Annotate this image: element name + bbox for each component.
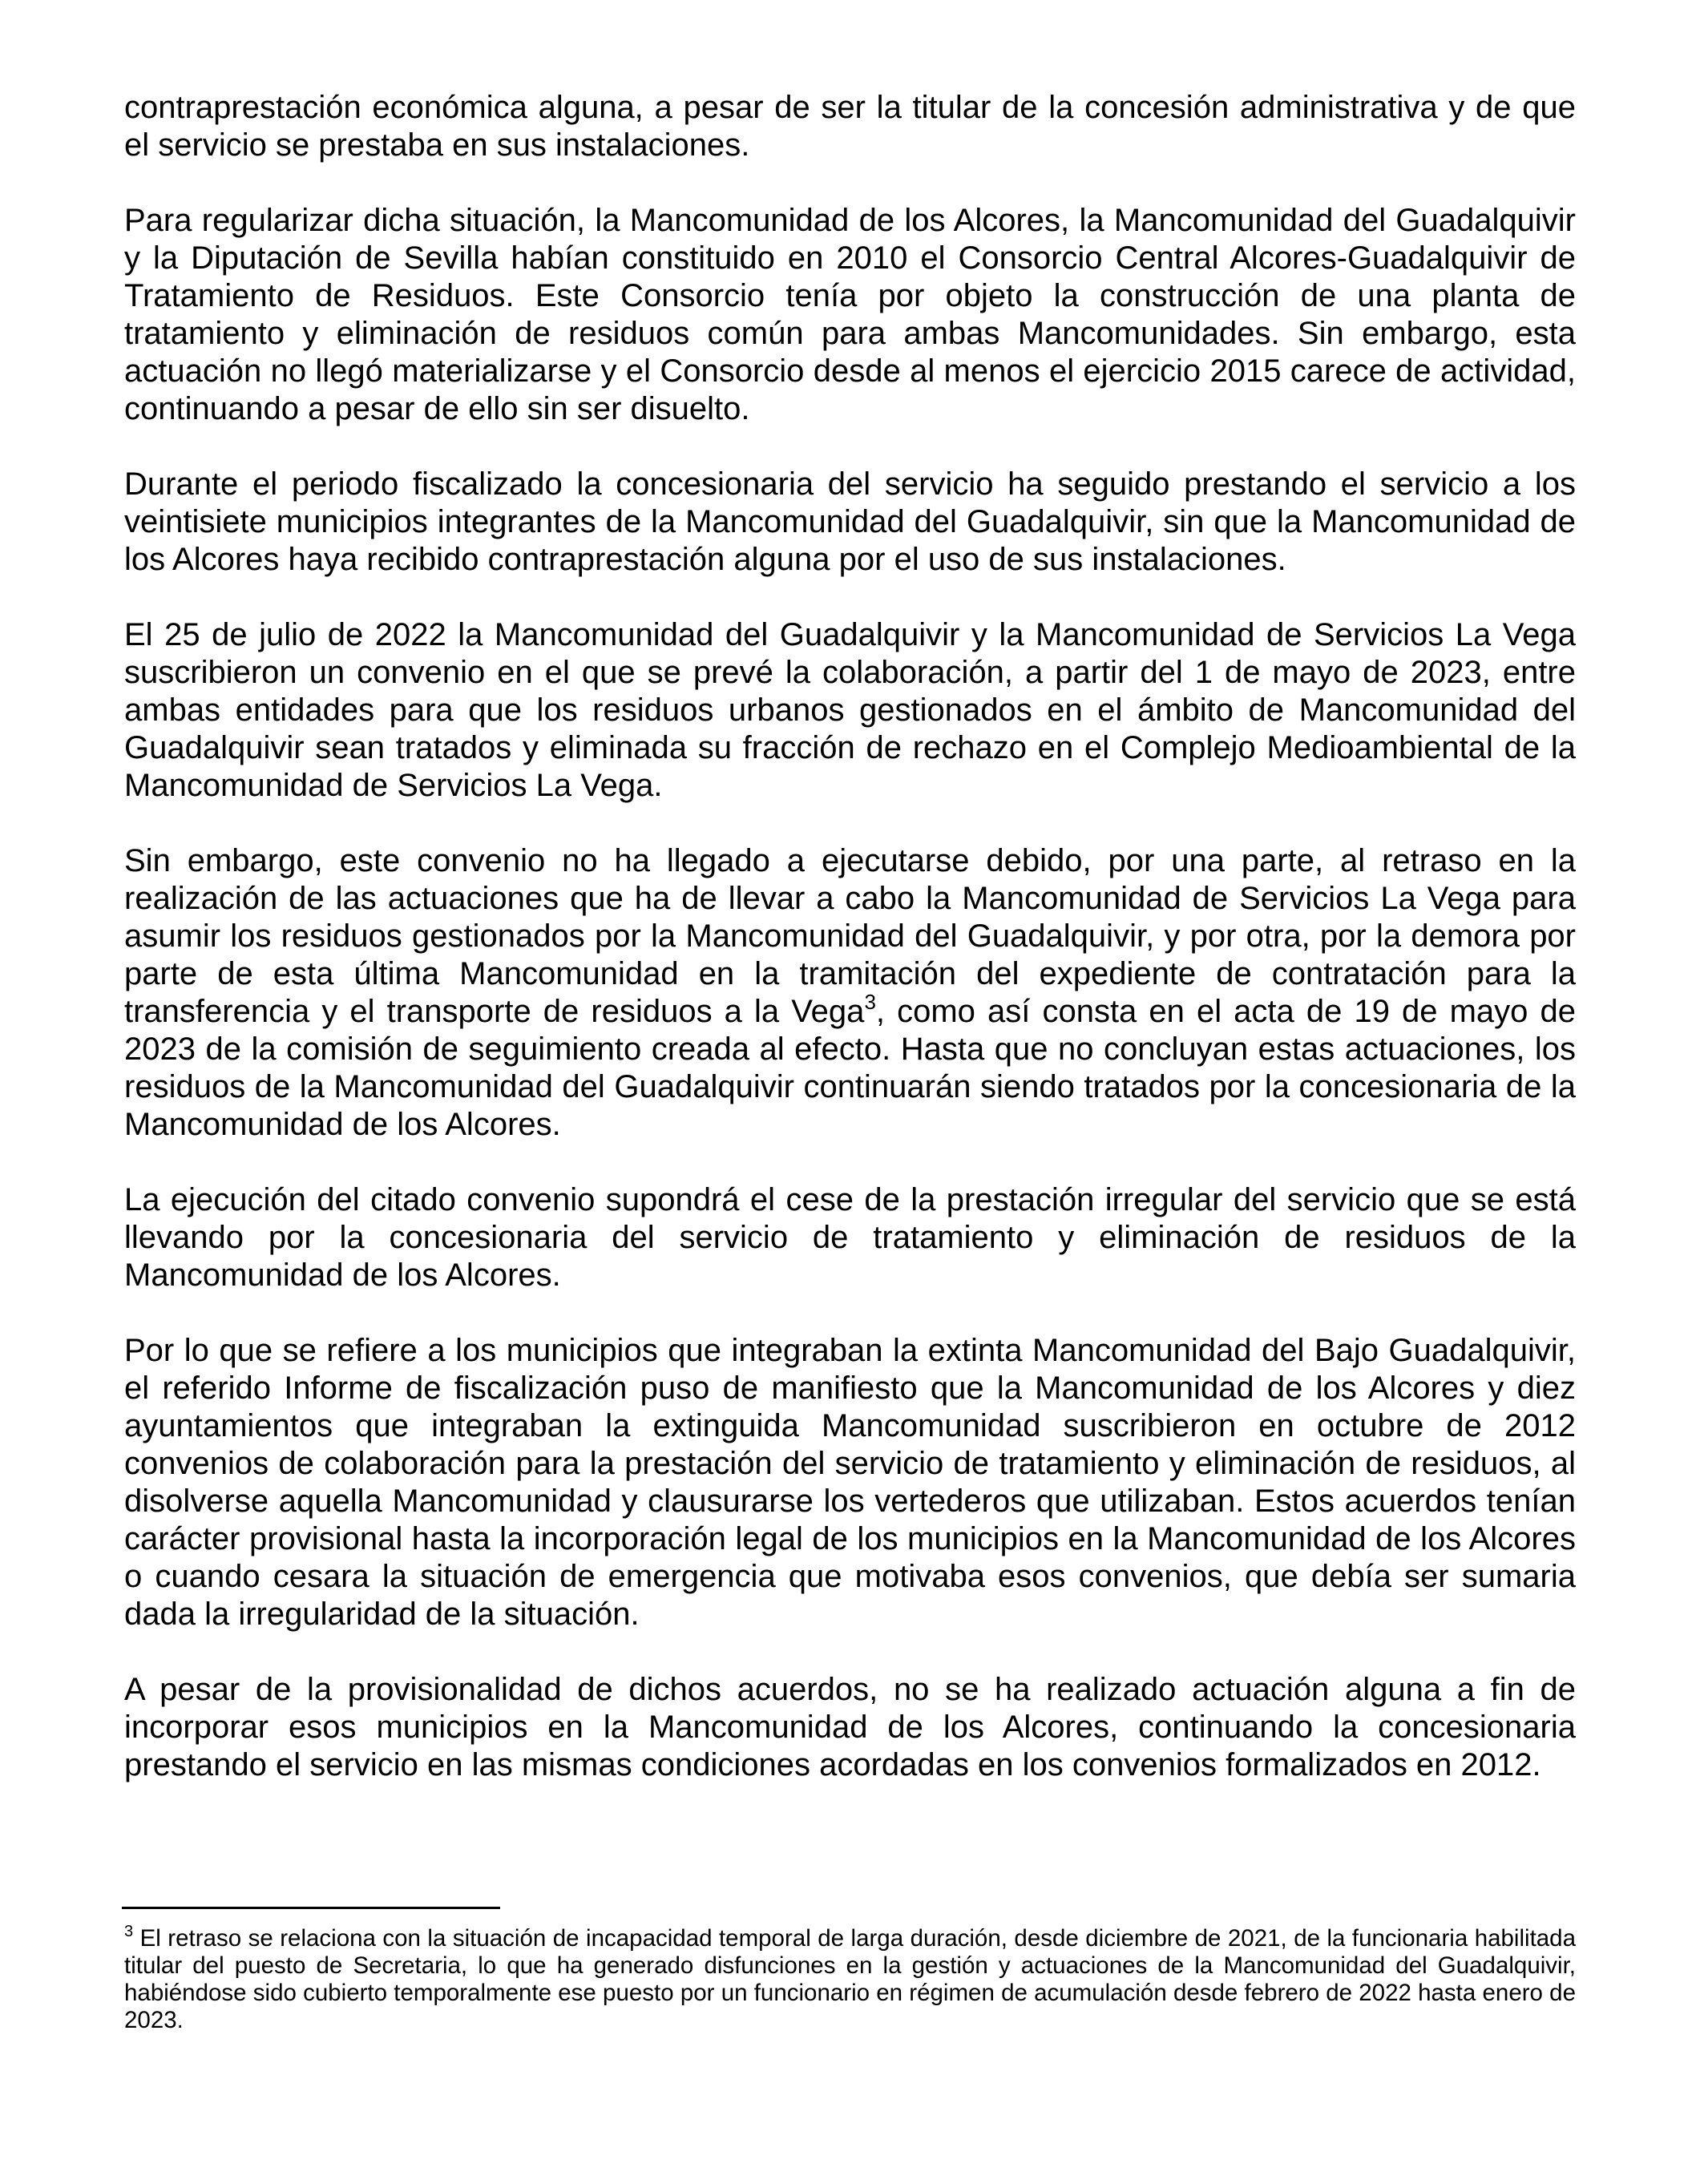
footnotes-section: [124, 1925, 1576, 2034]
footnote-reference-3[interactable]: 3: [864, 989, 876, 1014]
footnote-text: El retraso se relaciona con la situación de incapacidad temporal de larga duración, desde diciembre de 2021, de la funcionaria habilitada titular del puesto de Secretaria, lo que ha generado disfunciones en la gestión y actuaciones de la Mancomunidad del Guadalquivir, habiéndose sido cubierto temporalmente ese puesto por un funcionario en régimen de acumulación desde febrero de 2022 hasta enero de 2023.: [124, 1925, 1576, 2033]
footnote-3: [124, 1925, 1576, 2034]
footnote-separator: [122, 1907, 500, 1909]
paragraph-concession-payment: contraprestación económica alguna, a pesar de ser la titular de la concesión administrativa y de que el servicio se prestaba en sus instalaciones.: [124, 90, 1576, 163]
paragraph-consortium: Para regularizar dicha situación, la Mancomunidad de los Alcores, la Mancomunidad del Guadalquivir y la Diputación de Sevilla habían constituido en 2010 el Consorcio Central Alcores-Guadalquivir de Tratamiento de Residuos. Este Consorcio tenía por objeto la construcción de una planta de tratamiento y eliminación de residuos común para ambas Mancomunidades. Sin embargo, esta actuación no llegó materializarse y el Consorcio desde al menos el ejercicio 2015 carece de actividad, continuando a pesar de ello sin ser disuelto.: [124, 203, 1576, 426]
paragraph-irregular-service-end: La ejecución del citado convenio supondrá el cese de la prestación irregular del servicio que se está llevando por la concesionaria del servicio de tratamiento y eliminación de residuos de la Mancomunidad de los Alcores.: [124, 1182, 1576, 1293]
paragraph-agreement-delay-text-b: , como así consta en el acta de 19 de mayo de 2023 de la comisión de seguimiento creada al efecto. Hasta que no concluyan estas actuaciones, los residuos de la Mancomunidad del Guadalquivir continuarán siendo tratados por la concesionaria de la Mancomunidad de los Alcores.: [124, 994, 1577, 1142]
paragraph-la-vega-agreement: El 25 de julio de 2022 la Mancomunidad del Guadalquivir y la Mancomunidad de Servicios La Vega suscribieron un convenio en el que se prevé la colaboración, a partir del 1 de mayo de 2023, entre ambas entidades para que los residuos urbanos gestionados en el ámbito de Mancomunidad del Guadalquivir sean tratados y eliminada su fracción de rechazo en el Complejo Medioambiental de la Mancomunidad de Servicios La Vega.: [124, 617, 1576, 803]
paragraph-bajo-guadalquivir: Por lo que se refiere a los municipios que integraban la extinta Mancomunidad del Bajo Guadalquivir, el referido Informe de fiscalización puso de manifiesto que la Mancomunidad de los Alcores y diez ayuntamientos que integraban la extinguida Mancomunidad suscribieron en octubre de 2012 convenios de colaboración para la prestación del servicio de tratamiento y eliminación de residuos, al disolverse aquella Mancomunidad y clausurarse los vertederos que utilizaban. Estos acuerdos tenían carácter provisional hasta la incorporación legal de los municipios en la Mancomunidad de los Alcores o cuando cesara la situación de emergencia que motivaba esos convenios, que debía ser sumaria dada la irregularidad de la situación.: [124, 1333, 1576, 1632]
paragraph-agreement-delay-text-a: Sin embargo, este convenio no ha llegado a ejecutarse debido, por una parte, al retraso en la realización de las actuaciones que ha de llevar a cabo la Mancomunidad de Servicios La Vega para asumir los residuos gestionados por la Mancomunidad del Guadalquivir, y por otra, por la demora por parte de esta última Mancomunidad en la tramitación del expediente de contratación para la transferencia y el transporte de residuos a la Vega: [124, 843, 1576, 1029]
footnote-mark: 3: [124, 1923, 134, 1941]
document-body: [124, 89, 1576, 1822]
paragraph-service-continuation: Durante el periodo fiscalizado la concesionaria del servicio ha seguido prestando el servicio a los veintisiete municipios integrantes de la Mancomunidad del Guadalquivir, sin que la Mancomunidad de los Alcores haya recibido contraprestación alguna por el uso de sus instalaciones.: [124, 466, 1576, 577]
paragraph-provisional-agreements: A pesar de la provisionalidad de dichos acuerdos, no se ha realizado actuación alguna a fin de incorporar esos municipios en la Mancomunidad de los Alcores, continuando la concesionaria prestando el servicio en las mismas condiciones acordadas en los convenios formalizados en 2012.: [124, 1672, 1576, 1782]
paragraph-agreement-delay: [124, 842, 1576, 1144]
